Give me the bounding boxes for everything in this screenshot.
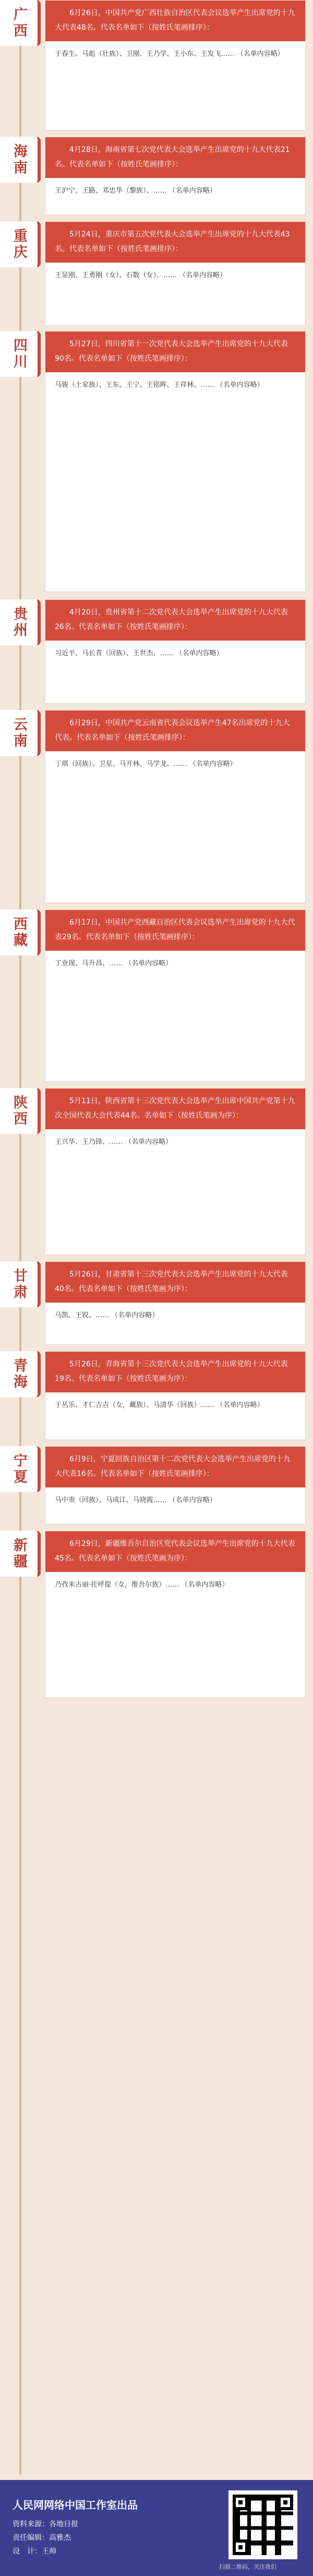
region-card (45, 0, 306, 131)
qr-caption: 扫描二维码，关注我们 (219, 2563, 276, 2570)
card-body-text: 马凯、王锐、…… （名单内容略） (55, 1311, 159, 1319)
qr-finder-top-right (278, 2495, 293, 2510)
card-header-text: 5月24日，重庆市第五次党代表大会选举产生出席党的十九大代表43名。代表名单如下（按姓氏笔画排序）： (45, 222, 305, 263)
card-body-text: 马中贵（回族）、马成江、马晓霞…… （名单内容略） (55, 1496, 216, 1504)
qr-finder-top-left (233, 2495, 248, 2510)
region-tab (0, 1351, 41, 1397)
qr-finder-bottom-left (233, 2539, 248, 2555)
section-11 (0, 1446, 313, 1525)
region-card (45, 909, 306, 1082)
region-card (45, 599, 306, 704)
region-tab (0, 0, 41, 46)
card-header-text: 6月29日，中国共产党云南省代表会议选举产生47名出席党的十九大代表。代表名单如下（按姓氏笔画排序）： (45, 711, 305, 751)
region-card (45, 1351, 306, 1440)
region-tab (0, 909, 41, 955)
region-label: 陕西 (10, 1095, 27, 1127)
region-tab (0, 221, 41, 267)
card-body-text: 丁业现、马升昌、…… （名单内容略） (55, 960, 173, 967)
section-6 (0, 710, 313, 903)
region-label: 西藏 (10, 916, 27, 949)
footer-line-source: 资料来源：各地日报 (13, 2520, 78, 2528)
section-4 (0, 331, 313, 592)
section-5 (0, 599, 313, 704)
region-label: 甘肃 (10, 1268, 27, 1301)
region-card (45, 1261, 306, 1345)
footer (0, 2480, 313, 2576)
card-header-text: 6月9日，宁夏回族自治区第十二次党代表大会选举产生出席党的十九大代表16名。代表名单如下（按姓氏笔画排序）： (45, 1447, 305, 1487)
region-tab (0, 599, 41, 645)
card-body-text: 马骏（土家族）、王东、王宁、王铭晖、王祥林、…… （名单内容略） (55, 381, 264, 389)
region-tab (0, 710, 41, 756)
section-7 (0, 909, 313, 1082)
section-9 (0, 1261, 313, 1345)
region-card (45, 1446, 306, 1525)
card-body-text: 习近平、马长青（回族）、王世杰、…… （名单内容略） (55, 649, 223, 657)
card-body-text: 王显刚、王勇刚（女）、石数（女）、…… （名单内容略） (55, 271, 227, 279)
section-2 (0, 137, 313, 215)
region-label: 云南 (10, 717, 27, 749)
section-1 (0, 0, 313, 131)
region-label: 贵州 (10, 606, 27, 639)
footer-line-design: 设 计：王帅 (13, 2547, 56, 2556)
card-header-text: 4月20日，贵州省第十二次党代表大会选举产生出席党的十九大代表26名。代表名单如下（按姓氏笔画排序）： (45, 600, 305, 641)
region-tab (0, 137, 41, 183)
card-body-text: 丁琪（回族）、卫星、马开林、马学龙、…… （名单内容略） (55, 760, 237, 768)
qr-code-image[interactable] (228, 2490, 297, 2559)
section-10 (0, 1351, 313, 1440)
card-header-text: 5月26日，甘肃省第十三次党代表大会选举产生出席党的十九大代表40名。代表名单如下（按姓氏笔画为序）： (45, 1262, 305, 1303)
region-label: 海南 (10, 144, 27, 176)
card-header-text: 6月26日，中国共产党广西壮族自治区代表会议选举产生出席党的十九大代表48名。代表名单如下（按姓氏笔画排序）： (45, 1, 305, 41)
qr-pattern (233, 2495, 293, 2555)
card-header-text: 4月28日，海南省第七次党代表大会选举产生出席党的十九大代表21名。代表名单如下（按姓氏笔画排序）： (45, 137, 305, 178)
region-label: 青海 (10, 1358, 27, 1390)
section-3 (0, 221, 313, 326)
region-label: 四川 (10, 338, 27, 370)
region-card (45, 1088, 306, 1255)
card-header-text: 5月11日，陕西省第十三次党代表大会选举产生出席中国共产党第十九次全国代表大会代表44名。名单如下（按姓氏笔画为序）： (45, 1089, 305, 1129)
card-body-text: 于丛乐、才仁吉吉（女，藏族）、马清华（回族）…… （名单内容略） (55, 1401, 264, 1409)
region-tab (0, 1261, 41, 1307)
region-card (45, 331, 306, 592)
footer-meta (13, 2518, 78, 2558)
region-label: 宁夏 (10, 1453, 27, 1485)
region-card (45, 710, 306, 903)
section-12 (0, 1531, 313, 1698)
card-header-text: 5月27日，四川省第十一次党代表大会选举产生出席党的十九大代表90名。代表名单如下（按姓氏笔画排序）： (45, 332, 305, 372)
card-body-text: 乃孜米古丽·托呼提（女，维吾尔族）…… （名单内容略） (55, 1581, 229, 1589)
card-header-text: 6月17日，中国共产党西藏自治区代表会议选举产生出席党的十九大代表29名。代表名单如下（按姓氏笔画排序）： (45, 910, 305, 951)
card-body-text: 王兴华、王乃锋、…… （名单内容略） (55, 1138, 173, 1146)
card-header-text: 6月29日，新疆维吾尔自治区党代表会议选举产生出席党的十九大代表45名。代表名单如下（按姓氏笔画为序）： (45, 1531, 305, 1572)
region-tab (0, 1531, 41, 1577)
region-label: 新疆 (10, 1538, 27, 1570)
card-header-text: 5月26日，青海省第十三次党代表大会选举产生出席党的十九大代表19名。代表名单如下（按姓氏笔画为序）： (45, 1352, 305, 1392)
region-card (45, 1531, 306, 1698)
region-label: 重庆 (10, 228, 27, 261)
card-body-text: 王沪宁、王路、邓忠华（黎族）、…… （名单内容略） (55, 187, 216, 195)
card-body-text: 于春生、马彪（壮族）、卫刚、王乃学、王小东、王发飞…… （名单内容略） (55, 50, 284, 58)
region-label: 广西 (10, 7, 27, 39)
footer-brand: 人民网网络中国工作室出品 (13, 2499, 138, 2511)
region-tab (0, 331, 41, 377)
region-tab (0, 1446, 41, 1492)
region-tab (0, 1088, 41, 1134)
section-8 (0, 1088, 313, 1255)
region-card (45, 137, 306, 215)
region-card (45, 221, 306, 326)
footer-line-editor: 责任编辑：高雅杰 (13, 2534, 71, 2542)
